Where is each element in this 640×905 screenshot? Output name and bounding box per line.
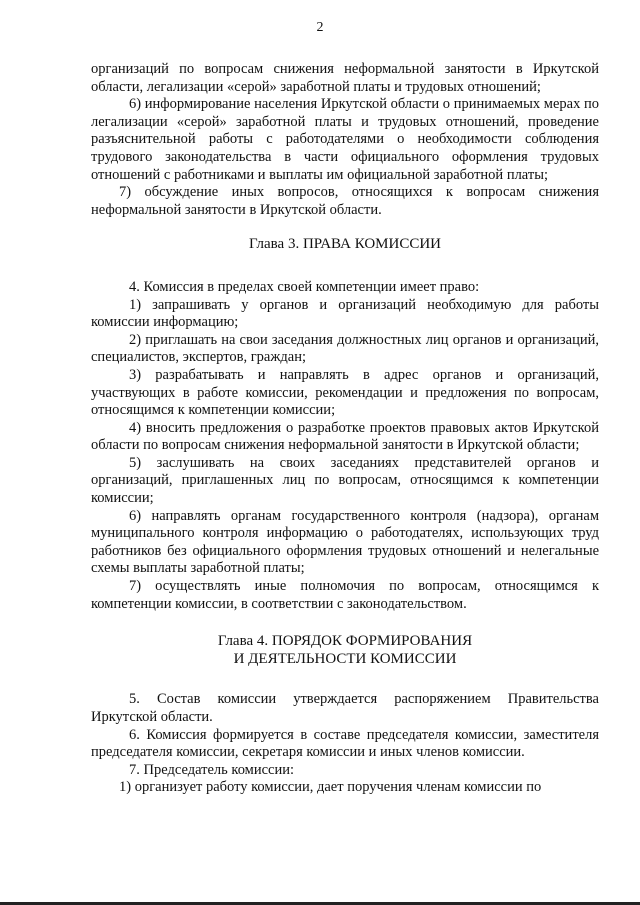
chapter-3-heading: Глава 3. ПРАВА КОМИССИИ <box>248 236 442 253</box>
paragraph-item-6: 6) информирование населения Иркутской области о принимаемых мерах по легализации «серой» заработной платы и трудовых отношений, проведение разъяснительной работы с работодателями о необходимости соблюдения трудового законодательства в части официального оформления трудовых отношений с работниками и выплаты им официальной заработной платы; <box>91 96 599 183</box>
paragraph-section-7: 7. Председатель комиссии: <box>129 761 295 778</box>
page-number: 2 <box>316 20 324 35</box>
paragraph-section-6: 6. Комиссия формируется в составе председателя комиссии, заместителя председателя комиссии, секретаря комиссии и иных членов комиссии. <box>91 726 599 761</box>
paragraph-continuation: организаций по вопросам снижения неформальной занятости в Иркутской области, легализации «серой» заработной платы и трудовых отношений; <box>91 61 599 95</box>
paragraph-section-4: 4. Комиссия в пределах своей компетенции имеет право: <box>129 278 480 295</box>
paragraph-right-6: 6) направлять органам государственного контроля (надзора), органам муниципального контроля информацию о работодателях, использующих труд работников без официального оформления трудовых отношений и нелегальные схемы выплаты заработной платы; <box>91 507 599 577</box>
paragraph-right-4: 4) вносить предложения о разработке проектов правовых актов Иркутской области по вопросам снижения неформальной занятости в Иркутской области; <box>91 419 599 454</box>
paragraph-right-7: 7) осуществлять иные полномочия по вопросам, относящимся к компетенции комиссии, в соответствии с законодательством. <box>91 578 599 612</box>
paragraph-section-5: 5. Состав комиссии утверждается распоряжением Правительства Иркутской области. <box>91 691 599 725</box>
paragraph-right-2: 2) приглашать на свои заседания должностных лиц органов и организаций, специалистов, экспертов, граждан; <box>91 331 599 366</box>
paragraph-right-5: 5) заслушивать на своих заседаниях представителей органов и организаций, приглашенных лиц по вопросам, относящимся к компетенции комиссии; <box>91 454 599 507</box>
paragraph-item-7: 7) обсуждение иных вопросов, относящихся к вопросам снижения неформальной занятости в Иркутской области. <box>91 184 599 218</box>
chapter-4-heading <box>91 633 599 668</box>
paragraph-chair-duty-1: 1) организует работу комиссии, дает поручения членам комиссии по <box>119 779 542 796</box>
document-body <box>91 61 599 797</box>
chapter-4-heading-line-1: Глава 4. ПОРЯДОК ФОРМИРОВАНИЯ <box>217 633 473 650</box>
paragraph-right-3: 3) разрабатывать и направлять в адрес органов и организаций, участвующих в работе комиссии, рекомендации и предложения по вопросам, относящимся к компетенции комиссии; <box>91 366 599 419</box>
chapter-4-heading-line-2: И ДЕЯТЕЛЬНОСТИ КОМИССИИ <box>233 650 457 667</box>
paragraph-right-1: 1) запрашивать у органов и организаций необходимую для работы комиссии информацию; <box>91 296 599 331</box>
